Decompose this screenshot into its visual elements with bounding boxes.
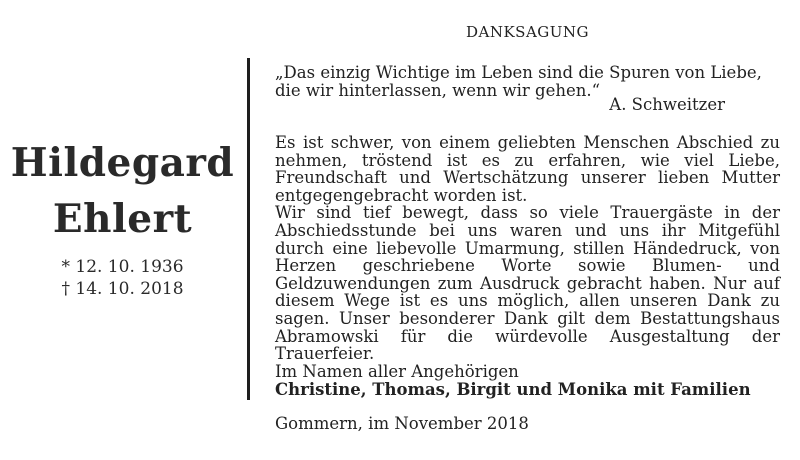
body-paragraph-2: Wir sind tief bewegt, dass so viele Trauergäste in der Abschiedsstunde bei uns waren und uns ihr Mitgefühl durch eine liebevolle Umarmung, stillen Händedruck, von Herzen geschriebene Worte sowie Blumen- und Geldzuwendungen zum Ausdruck gebracht haben. Nur auf diesem Wege ist es uns möglich, allen unseren Dank zu sagen. Unser besonderer Dank gilt dem Bestattungshaus Abramowski für die würdevolle Ausgestaltung der Trauerfeier.: [275, 203, 780, 364]
place-date: Gommern, im November 2018: [275, 414, 529, 433]
life-dates: [0, 256, 245, 300]
deceased-last-name: Ehlert: [52, 196, 193, 242]
signature-intro: Im Namen aller Angehörigen: [275, 362, 519, 381]
quote-line-2: die wir hinterlassen, wenn wir gehen.“: [275, 80, 601, 100]
birth-date: * 12. 10. 1936: [61, 257, 184, 277]
signature-names: Christine, Thomas, Birgit und Monika mit Familien: [275, 380, 751, 399]
vertical-divider: [247, 58, 250, 400]
deceased-panel: [0, 0, 245, 460]
thank-you-text: [275, 134, 780, 363]
death-date: † 14. 10. 2018: [61, 279, 184, 299]
body-paragraph-1: Es ist schwer, von einem geliebten Menschen Abschied zu nehmen, tröstend ist es zu erfahren, wie viel Liebe, Freundschaft und Wertschätzung unserer lieben Mutter entgegengebracht worden ist.: [275, 133, 780, 205]
deceased-first-name: Hildegard: [10, 140, 235, 186]
quote-author: A. Schweitzer: [609, 95, 725, 114]
quote: [275, 64, 780, 99]
quote-line-1: „Das einzig Wichtige im Leben sind die Spuren von Liebe,: [275, 63, 762, 82]
notice-heading: DANKSAGUNG: [465, 23, 590, 41]
